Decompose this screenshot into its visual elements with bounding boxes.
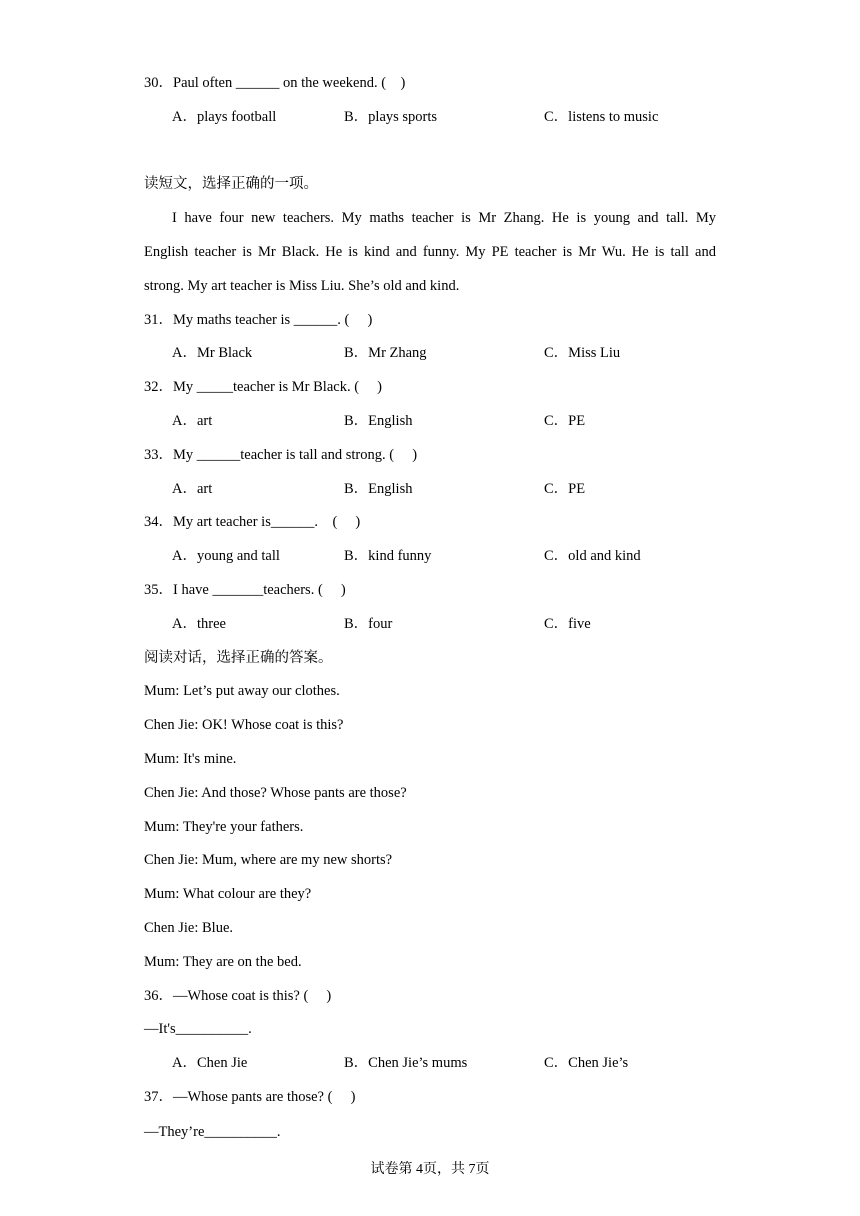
question-35-option-b: B．four bbox=[344, 616, 393, 632]
question-34-option-b: B．kind funny bbox=[344, 548, 432, 564]
reading-2-instruction: 阅读对话，选择正确的答案。 bbox=[144, 650, 333, 666]
question-36-answer-line: —It's__________. bbox=[144, 1021, 252, 1037]
question-36-option-a: A．Chen Jie bbox=[172, 1055, 248, 1071]
question-33-stem: 33．My ______teacher is tall and strong. ( ) bbox=[144, 447, 418, 463]
question-36-option-b: B．Chen Jie’s mums bbox=[344, 1055, 468, 1071]
dialogue-line: Chen Jie: And those? Whose pants are those? bbox=[144, 785, 407, 801]
dialogue-line: Chen Jie: OK! Whose coat is this? bbox=[144, 717, 344, 733]
question-32-stem: 32．My _____teacher is Mr Black. ( ) bbox=[144, 379, 382, 395]
dialogue-line: Mum: Let’s put away our clothes. bbox=[144, 683, 340, 699]
question-36-option-c: C．Chen Jie’s bbox=[544, 1055, 629, 1071]
question-30-option-b: B．plays sports bbox=[344, 109, 438, 125]
question-35-stem: 35．I have _______teachers. ( ) bbox=[144, 582, 346, 598]
question-37-stem: 37．—Whose pants are those? ( ) bbox=[144, 1089, 356, 1105]
dialogue-line: Chen Jie: Blue. bbox=[144, 920, 234, 936]
question-31-stem: 31．My maths teacher is ______. ( ) bbox=[144, 312, 373, 328]
question-33-option-a: A．art bbox=[172, 481, 213, 497]
dialogue-line: Mum: They are on the bed. bbox=[144, 954, 302, 970]
question-37-answer-line: —They’re__________. bbox=[144, 1124, 281, 1140]
reading-1-instruction: 读短文，选择正确的一项。 bbox=[144, 176, 318, 192]
dialogue-line: Mum: It's mine. bbox=[144, 751, 237, 767]
dialogue-line: Chen Jie: Mum, where are my new shorts? bbox=[144, 852, 393, 868]
reading-1-passage-line-1: I have four new teachers. My maths teacher is Mr Zhang. He is young and tall. My bbox=[172, 210, 716, 226]
question-31-option-b: B．Mr Zhang bbox=[344, 345, 427, 361]
question-31-option-a: A．Mr Black bbox=[172, 345, 253, 361]
question-33-option-b: B．English bbox=[344, 481, 413, 497]
question-32-option-b: B．English bbox=[344, 413, 413, 429]
question-30-option-c: C．listens to music bbox=[544, 109, 659, 125]
dialogue-line: Mum: What colour are they? bbox=[144, 886, 312, 902]
reading-1-passage-line-2: English teacher is Mr Black. He is kind and funny. My PE teacher is Mr Wu. He is tall and bbox=[144, 244, 716, 260]
question-34-option-c: C．old and kind bbox=[544, 548, 641, 564]
question-34-option-a: A．young and tall bbox=[172, 548, 280, 564]
question-30-stem: 30．Paul often ______ on the weekend. ( ) bbox=[144, 75, 406, 91]
question-30-option-a: A．plays football bbox=[172, 109, 277, 125]
page-footer: 试卷第 4页，共 7页 bbox=[370, 1162, 490, 1177]
question-35-option-c: C．five bbox=[544, 616, 591, 632]
question-32-option-a: A．art bbox=[172, 413, 213, 429]
question-35-option-a: A．three bbox=[172, 616, 226, 632]
question-32-option-c: C．PE bbox=[544, 413, 586, 429]
question-34-stem: 34．My art teacher is______. ( ) bbox=[144, 514, 361, 530]
question-33-option-c: C．PE bbox=[544, 481, 586, 497]
dialogue-line: Mum: They're your fathers. bbox=[144, 819, 304, 835]
question-36-stem: 36．—Whose coat is this? ( ) bbox=[144, 988, 332, 1004]
question-31-option-c: C．Miss Liu bbox=[544, 345, 621, 361]
reading-1-passage-line-3: strong. My art teacher is Miss Liu. She’s old and kind. bbox=[144, 278, 460, 294]
